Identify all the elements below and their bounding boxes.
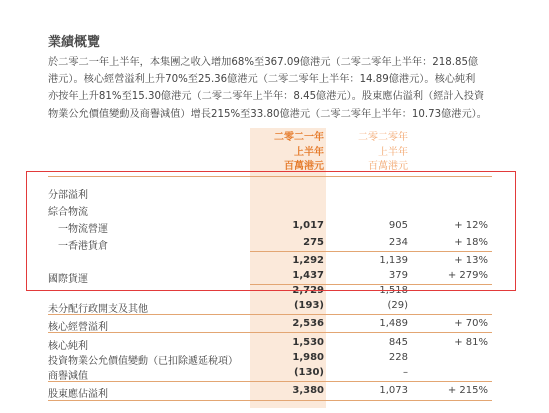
row-change: + 215% [447,385,488,396]
row-value-current: 1,437 [292,270,324,281]
row-value-current: 1,530 [292,337,324,348]
row-change: + 12% [454,220,488,231]
column-header-line: 百萬港元 [284,161,324,172]
intro-line: 亦按年上升81%至15.30億港元（二零二零年上半年：8.45億港元）。股東應佔溢利（經計入投資 [48,91,485,103]
row-change: + 70% [454,318,488,329]
row-label: 股東應佔溢利 [48,389,108,400]
intro-paragraph [48,54,518,123]
row-value-current: 3,380 [292,385,324,396]
row-value-prior: 1,073 [379,385,408,396]
row-value-prior: 379 [388,270,408,281]
row-value-prior: 228 [388,352,408,363]
section-rule [48,381,492,382]
row-label: 核心經營溢利 [48,322,108,333]
row-label: 商譽減值 [48,371,88,382]
column-header-line: 上半年 [378,146,408,158]
intro-line: 港元）。核心經營溢利上升70%至25.36億港元（二零二零年上半年：14.89億港元）。核心純利 [48,74,476,86]
column-header-line: 百萬港元 [368,161,408,172]
row-label: 未分配行政開支及其他 [48,304,148,315]
row-value-current: 2,536 [292,318,324,329]
row-label: 國際貨運 [48,274,88,285]
row-value-current: (193) [293,300,324,311]
annotation-highlight-box [26,171,516,291]
row-label: 核心純利 [48,341,88,352]
row-value-prior: 905 [388,220,408,231]
row-change: + 13% [454,255,488,266]
section-rule [48,314,492,315]
row-label: 一香港貨倉 [48,241,108,252]
column-header-line: 二零二一年 [274,132,324,143]
row-value-current: 2,729 [292,285,324,296]
row-value-current: (130) [293,367,324,378]
row-change: + 18% [454,237,488,248]
column-header-current [250,131,324,175]
column-header-prior [340,131,408,175]
intro-line: 物業公允價值變動及商譽減值）增長215%至33.80億港元（二零二零年上半年：10.73億港元）。 [48,108,487,120]
row-change: + 81% [454,337,488,348]
row-value-current: 275 [303,237,324,248]
row-value-current: 1,980 [292,352,324,363]
section-rule [48,332,492,333]
row-label: 一物流營運 [48,224,108,235]
row-value-current: 1,292 [292,255,324,266]
row-value-prior: 234 [388,237,408,248]
table-bottom-rule [48,400,492,401]
row-label: 投資物業公允價值變動（已扣除遞延稅項） [48,356,238,367]
row-value-prior: 1,139 [379,255,408,266]
row-value-current: 1,017 [292,220,324,231]
section-title: 業績概覽 [48,35,101,50]
row-value-prior: 845 [388,337,408,348]
row-value-prior: 1,518 [379,285,408,296]
row-value-prior: 1,489 [379,318,408,329]
row-label: 綜合物流 [48,207,88,218]
row-value-prior: – [403,367,408,378]
column-header-line: 上半年 [294,146,324,158]
row-value-prior: (29) [387,300,408,311]
row-label: 分部溢利 [48,190,88,201]
intro-line: 於二零二一年上半年，本集團之收入增加68%至367.09億港元（二零二零年上半年：218.85億 [48,57,479,68]
column-header-line: 二零二零年 [358,132,408,143]
row-change: + 279% [447,270,488,281]
